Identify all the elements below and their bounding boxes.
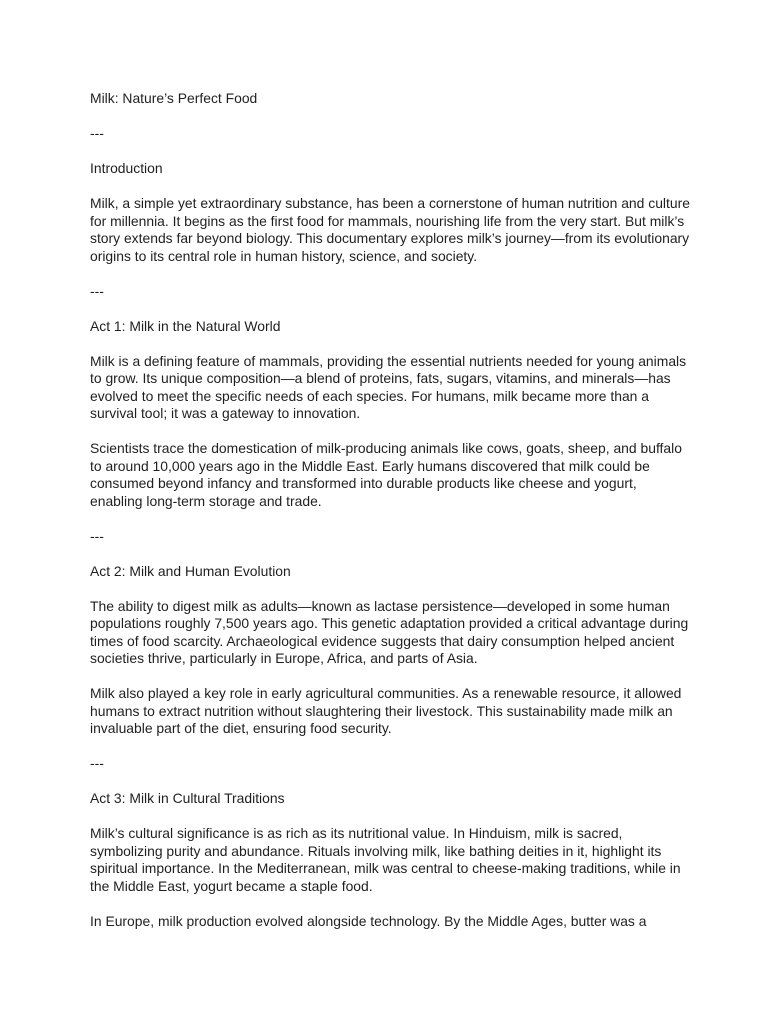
section-heading-act-3: Act 3: Milk in Cultural Traditions	[90, 790, 285, 806]
section-separator: ---	[90, 125, 104, 141]
section-separator: ---	[90, 282, 104, 299]
section-separator: ---	[90, 527, 104, 544]
section-heading-act-1: Act 1: Milk in the Natural World	[90, 317, 281, 334]
document-title: Milk: Nature’s Perfect Food	[90, 90, 258, 106]
section-heading-act-2: Act 2: Milk and Human Evolution	[90, 562, 291, 579]
paragraph-act-1-mammals: Milk is a defining feature of mammals, providing the essential nutrients needed for young animals to grow. Its unique composition—a blend of proteins, fats, sugars, vitamins, and minerals—has evolved to meet the specific needs of each species. For humans, milk became more than a survival tool; it was a gateway to innovation.	[90, 352, 687, 421]
paragraph-act-2-agriculture: Milk also played a key role in early agricultural communities. As a renewable resource, it allowed humans to extract nutrition without slaughtering their livestock. This sustainability made milk an invaluable part of the diet, ensuring food security.	[90, 685, 682, 736]
section-heading-introduction: Introduction	[90, 160, 163, 176]
paragraph-act-3-culture: Milk’s cultural significance is as rich as its nutritional value. In Hinduism, milk is sacred, symbolizing purity and abundance. Rituals involving milk, like bathing deities in it, highlight its spiritual importance. In the Mediterranean, milk was central to cheese-making traditions, while in the Middle East, yogurt became a staple food.	[90, 825, 681, 894]
paragraph-act-2-lactase: The ability to digest milk as adults—known as lactase persistence—developed in some human populations roughly 7,500 years ago. This genetic adaptation provided a critical advantage during times of food scarcity. Archaeological evidence suggests that dairy consumption helped ancient societies thrive, particularly in Europe, Africa, and parts of Asia.	[90, 597, 689, 666]
section-separator: ---	[90, 755, 104, 771]
paragraph-act-1-domestication: Scientists trace the domestication of milk-producing animals like cows, goats, sheep, and buffalo to around 10,000 years ago in the Middle East. Early humans discovered that milk could be consumed beyond infancy and transformed into durable products like cheese and yogurt, enabling long-term storage and trade.	[90, 440, 682, 509]
paragraph-act-3-europe: In Europe, milk production evolved alongside technology. By the Middle Ages, butter was a	[90, 912, 647, 929]
paragraph-introduction: Milk, a simple yet extraordinary substance, has been a cornerstone of human nutrition and culture for millennia. It begins as the first food for mammals, nourishing life from the very start. But milk’s story extends far beyond biology. This documentary explores milk’s journey—from its evolutionary origins to its central role in human history, science, and society.	[90, 195, 690, 264]
document-body	[90, 90, 690, 948]
